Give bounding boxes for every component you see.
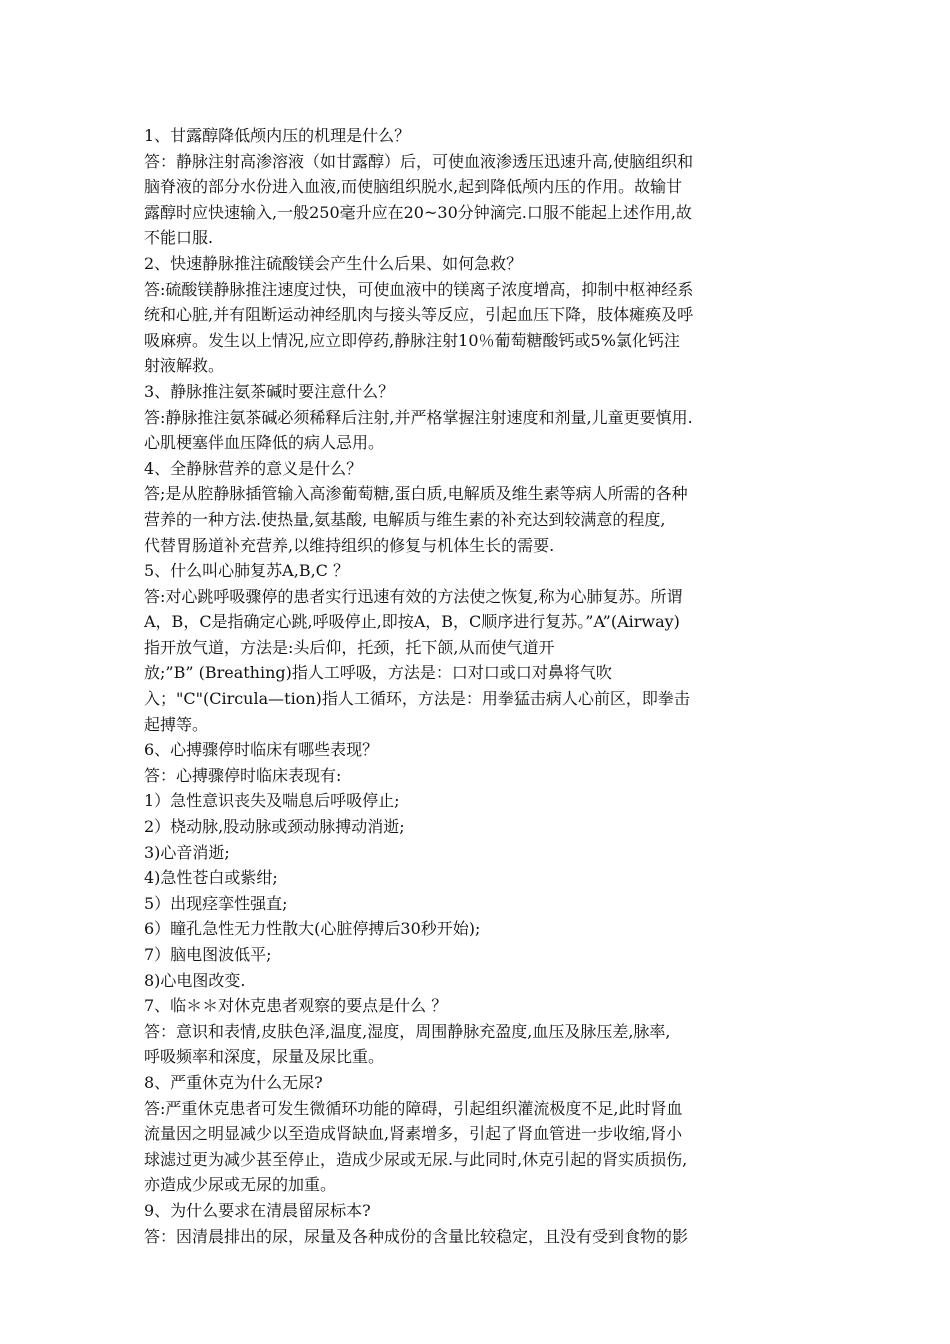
text-line: 6）瞳孔急性无力性散大(心脏停搏后30秒开始); xyxy=(144,919,481,939)
text-line: 心肌梗塞伴血压降低的病人忌用。 xyxy=(144,433,385,453)
text-line: 1、甘露醇降低颅内压的机理是什么？ xyxy=(144,126,411,145)
text-line: 起搏等。 xyxy=(144,714,209,734)
text-line: 吸麻痹。发生以上情况,应立即停药,静脉注射10％葡萄糖酸钙或5%氯化钙注 xyxy=(144,330,680,350)
text-line: 答:硫酸镁静脉推注速度过快，可使血液中的镁离子浓度增高，抑制中枢神经系 xyxy=(144,279,694,299)
text-line: 4、全静脉营养的意义是什么？ xyxy=(144,458,363,478)
text-line: 3、静脉推注氨茶碱时要注意什么？ xyxy=(144,381,395,401)
text-line: 脑脊液的部分水份进入血液,而使脑组织脱水,起到降低颅内压的作用。故输甘 xyxy=(144,177,683,197)
document-body xyxy=(144,123,804,1249)
text-line: 答：静脉注射高渗溶液（如甘露醇）后，可使血液渗透压迅速升高,使脑组织和 xyxy=(144,151,694,171)
text-line: 8、严重休克为什么无尿? xyxy=(144,1072,323,1092)
text-line: 4)急性苍白或紫绀; xyxy=(144,868,278,888)
text-line: 9、为什么要求在清晨留尿标本? xyxy=(144,1200,371,1220)
text-line: 入；"C"(Circula—tion)指人工循环，方法是：用拳猛击病人心前区，即拳击 xyxy=(144,689,690,709)
text-line: 5）出现痉挛性强直; xyxy=(144,893,288,913)
text-line: 球滤过更为减少甚至停止，造成少尿或无尿.与此同时,休克引起的肾实质损伤, xyxy=(144,1149,688,1169)
text-line: 统和心脏,并有阻断运动神经肌肉与接头等反应，引起血压下降，肢体瘫痪及呼 xyxy=(144,305,694,325)
text-line: 2、快速静脉推注硫酸镁会产生什么后果、如何急救？ xyxy=(144,253,523,273)
text-line: 8)心电图改变. xyxy=(144,970,246,990)
text-line: 2）桡动脉,股动脉或颈动脉搏动消逝; xyxy=(144,817,405,837)
text-line: 指开放气道，方法是:头后仰，托颈，托下颌,从而使气道开 xyxy=(144,637,555,657)
text-line: 露醇时应快速输入,一般250毫升应在20~30分钟滴完.口服不能起上述作用,故 xyxy=(144,202,692,222)
text-line: 亦造成少尿或无尿的加重。 xyxy=(144,1175,337,1195)
text-line: 代替胃肠道补充营养,以维持组织的修复与机体生长的需要. xyxy=(144,535,555,555)
text-line: 放;”B” (Breathing)指人工呼吸，方法是：口对口或口对鼻将气吹 xyxy=(144,663,612,683)
text-line: 答：因清晨排出的尿，尿量及各种成份的含量比较稳定，且没有受到食物的影 xyxy=(144,1226,689,1246)
text-line: 答:静脉推注氨茶碱必须稀释后注射,并严格掌握注射速度和剂量,儿童更要慎用. xyxy=(144,407,693,427)
text-line: 3)心音消逝; xyxy=(144,842,230,862)
text-line: 答:对心跳呼吸骤停的患者实行迅速有效的方法使之恢复,称为心肺复苏。所谓 xyxy=(144,586,683,606)
text-line: 答;是从腔静脉插管输入高渗葡萄糖,蛋白质,电解质及维生素等病人所需的各种 xyxy=(144,484,688,504)
text-line: 答：心搏骤停时临床表现有: xyxy=(144,765,342,785)
text-line: 流量因之明显减少以至造成肾缺血,肾素增多，引起了肾血管进一步收缩,肾小 xyxy=(144,1124,683,1144)
text-line: 营养的一种方法.使热量,氨基酸, 电解质与维生素的补充达到较满意的程度, xyxy=(144,509,666,529)
text-line: A，B，C是指确定心跳,呼吸停止,即按A，B，C顺序进行复苏。”A”(Airway) xyxy=(144,612,680,632)
text-line: 7、临＊＊对休克患者观察的要点是什么 ？ xyxy=(144,996,448,1016)
text-line: 呼吸频率和深度，尿量及尿比重。 xyxy=(144,1047,385,1067)
text-line: 5、什么叫心肺复苏A,B,C ？ xyxy=(144,561,349,581)
text-line: 射液解救。 xyxy=(144,356,225,376)
text-line: 7）脑电图波低平; xyxy=(144,945,272,964)
text-line: 答：意识和表情,皮肤色泽,温度,湿度，周围静脉充盈度,血压及脉压差,脉率, xyxy=(144,1021,671,1041)
text-line: 6、心搏骤停时临床有哪些表现？ xyxy=(144,740,379,760)
text-line: 答:严重休克患者可发生微循环功能的障碍，引起组织灌流极度不足,此时肾血 xyxy=(144,1098,683,1118)
text-line: 1）急性意识丧失及喘息后呼吸停止; xyxy=(144,791,400,811)
text-line: 不能口服. xyxy=(144,228,214,248)
